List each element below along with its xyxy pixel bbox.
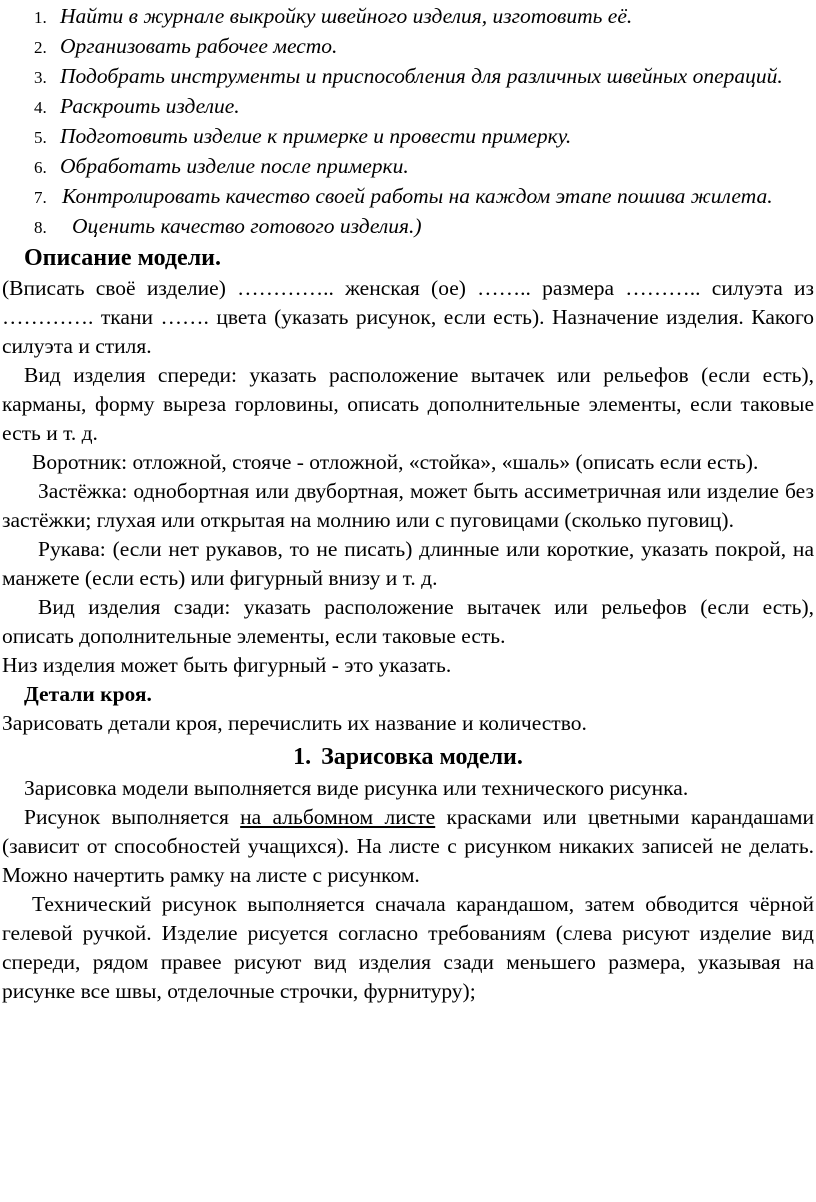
list-item xyxy=(2,152,814,182)
sleeves-paragraph: Рукава: (если нет рукавов, то не писать) длинные или короткие, указать покрой, на манжете (если есть) или фигурный внизу и т. д. xyxy=(2,537,814,590)
back-view-paragraph: Вид изделия сзади: указать расположение вытачек или рельефов (если есть), описать дополнительные элементы, если таковые есть. xyxy=(2,595,814,648)
sketch-p2-after: красками или цветными карандашами (зависит от способностей учащихся). На листе с рисунком никаких записей не делать. Можно начертить рамку на листе с рисунком. xyxy=(2,805,815,887)
list-text: Обработать изделие после примерки. xyxy=(60,154,409,178)
list-text: Организовать рабочее место. xyxy=(60,34,338,58)
sketch-title-number: 1. xyxy=(293,744,312,770)
pattern-details-paragraph: Зарисовать детали кроя, перечислить их название и количество. xyxy=(2,711,587,735)
list-number: 5. xyxy=(34,128,47,147)
list-number: 4. xyxy=(34,98,47,117)
list-item xyxy=(2,32,814,62)
list-text: Контролировать качество своей работы на каждом этапе пошива жилета. xyxy=(62,184,773,208)
steps-list xyxy=(2,2,814,242)
model-intro-paragraph: (Вписать своё изделие) ………….. женская (ое) …….. размера ……….. силуэта из …………. ткани ……. цвета (указать рисунок, если есть). Назначение изделия. Какого силуэта и стиля. xyxy=(2,276,814,358)
front-view-paragraph: Вид изделия спереди: указать расположение вытачек или рельефов (если есть), карманы, форму выреза горловины, описать дополнительные элементы, если таковые есть и т. д. xyxy=(2,363,814,445)
bottom-paragraph: Низ изделия может быть фигурный - это указать. xyxy=(2,653,452,677)
list-item xyxy=(2,62,814,92)
sketch-title xyxy=(2,740,814,774)
sketch-paragraph-2 xyxy=(2,803,814,890)
sketch-p2-before: Рисунок выполняется xyxy=(24,805,241,829)
list-text: Оценить качество готового изделия.) xyxy=(72,214,422,238)
sketch-paragraph-3: Технический рисунок выполняется сначала карандашом, затем обводится чёрной гелевой ручкой. Изделие рисуется согласно требованиям (слева рисуют изделие вид спереди, рядом правее рисуют вид изделия сзади меньшего размера, указывая на рисунке все швы, отделочные строчки, фурнитуру); xyxy=(2,892,814,1003)
list-text: Подобрать инструменты и приспособления для различных швейных операций. xyxy=(60,64,783,88)
list-item xyxy=(2,92,814,122)
list-number: 2. xyxy=(34,38,47,57)
list-item xyxy=(2,182,814,212)
sketch-paragraph-1: Зарисовка модели выполняется виде рисунка или технического рисунка. xyxy=(24,776,689,800)
list-item xyxy=(2,2,814,32)
fastener-paragraph: Застёжка: однобортная или двубортная, может быть ассиметричная или изделие без застёжки; глухая или открытая на молнию или с пуговицами (сколько пуговиц). xyxy=(2,479,814,532)
model-description-title: Описание модели. xyxy=(24,245,222,271)
list-item xyxy=(2,212,814,242)
list-text: Подготовить изделие к примерке и провести примерку. xyxy=(60,124,572,148)
sketch-p2-underlined: на альбомном листе xyxy=(240,805,436,829)
list-number: 8. xyxy=(34,218,47,237)
pattern-details-title: Детали кроя. xyxy=(24,682,152,706)
list-number: 1. xyxy=(34,8,47,27)
collar-paragraph: Воротник: отложной, стояче - отложной, «стойка», «шаль» (описать если есть). xyxy=(32,450,759,474)
sketch-title-text: Зарисовка модели. xyxy=(321,744,523,770)
list-item xyxy=(2,122,814,152)
list-number: 3. xyxy=(34,68,47,87)
list-number: 6. xyxy=(34,158,47,177)
list-text: Раскроить изделие. xyxy=(60,94,240,118)
list-text: Найти в журнале выкройку швейного изделия, изготовить её. xyxy=(60,4,633,28)
list-number: 7. xyxy=(34,188,47,207)
